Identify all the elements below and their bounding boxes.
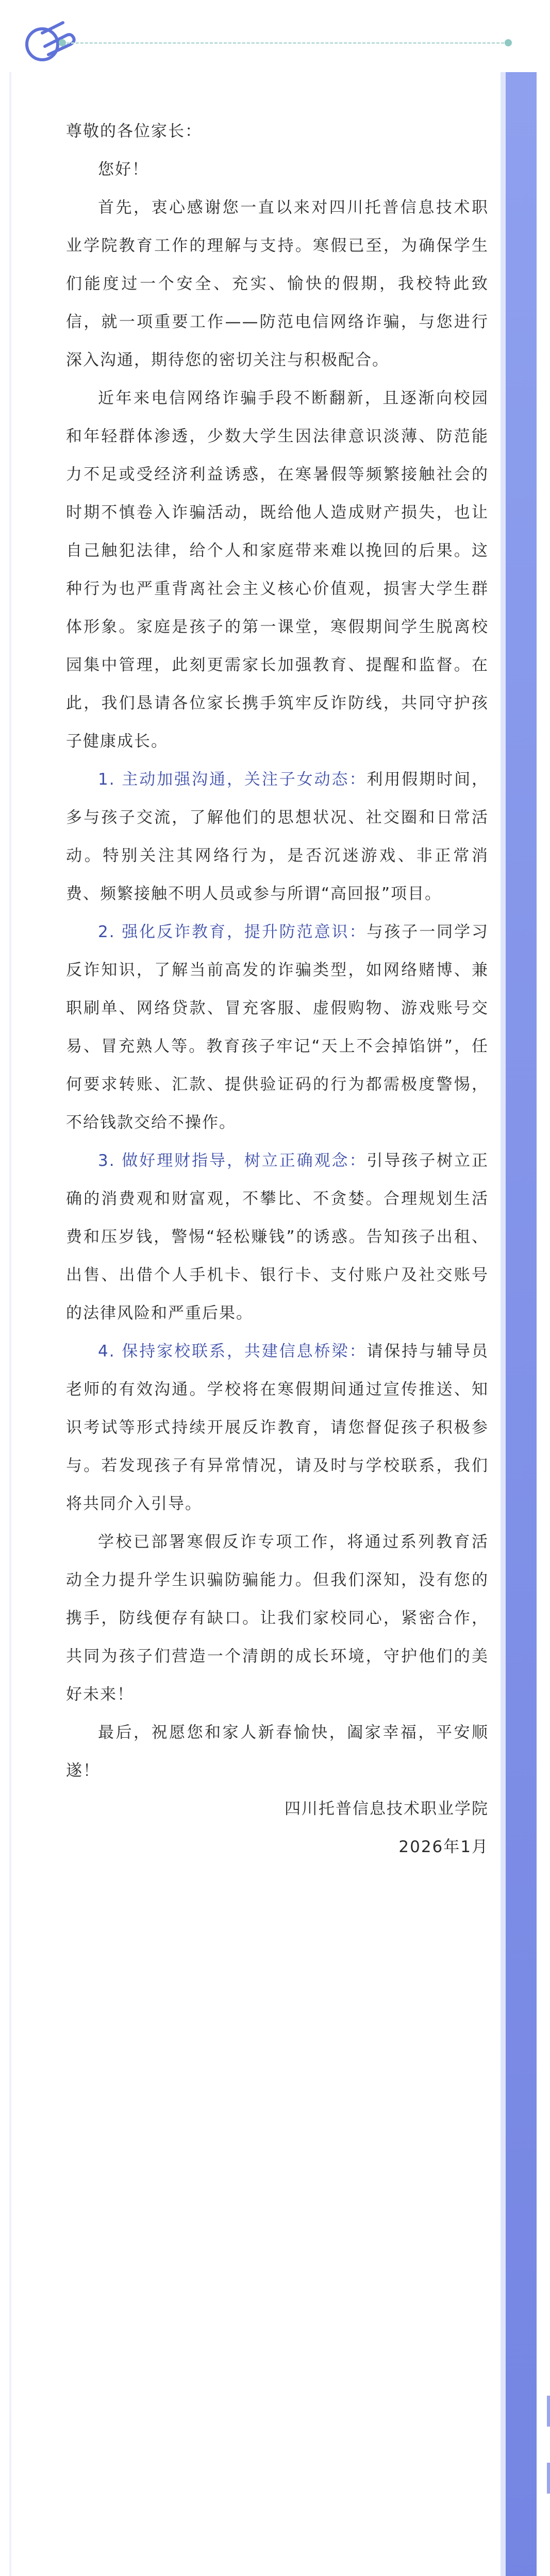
letter-body [66, 112, 489, 1866]
date: 2026年1月 [398, 1838, 489, 1856]
list-item [66, 760, 489, 913]
left-border [9, 72, 11, 2576]
side-mark [547, 2396, 550, 2427]
greeting: 尊敬的各位家长： [66, 122, 202, 141]
wishes: 最后，祝愿您和家人新春愉快，阖家幸福，平安顺遂！ [66, 1723, 489, 1780]
item-heading: 4. 保持家校联系，共建信息桥梁： [98, 1342, 367, 1361]
signature: 四川托普信息技术职业学院 [285, 1800, 489, 1818]
item-body: 引导孩子树立正确的消费观和财富观，不攀比、不贪婪。合理规划生活费和压岁钱，警惕“轻松赚钱”的诱惑。告知孩子出租、出售、出借个人手机卡、银行卡、支付账户及社交账号的法律风险和严重后果。 [66, 1151, 489, 1323]
list-item [66, 1332, 489, 1523]
item-body: 利用假期时间，多与孩子交流，了解他们的思想状况、社交圈和日常活动。特别关注其网络行为，是否沉迷游戏、非正常消费、频繁接触不明人员或参与所谓“高回报”项目。 [66, 770, 489, 903]
top-dashed-line [62, 42, 509, 44]
right-border [506, 72, 537, 2576]
list-item [66, 913, 489, 1142]
paperclip-icon [22, 18, 78, 74]
paragraph: 近年来电信网络诈骗手段不断翻新，且逐渐向校园和年轻群体渗透，少数大学生因法律意识淡薄、防范能力不足或受经济利益诱惑，在寒暑假等频繁接触社会的时期不慎卷入诈骗活动，既给他人造成财产损失，也让自己触犯法律，给个人和家庭带来难以挽回的后果。这种行为也严重背离社会主义核心价值观，损害大学生群体形象。家庭是孩子的第一课堂，寒假期间学生脱离校园集中管理，此刻更需家长加强教育、提醒和监督。在此，我们恳请各位家长携手筑牢反诈防线，共同守护孩子健康成长。 [66, 389, 489, 751]
top-dot-right [505, 39, 512, 46]
list-item [66, 1142, 489, 1332]
side-mark [547, 2463, 550, 2494]
top-dot-left [59, 39, 66, 46]
paragraph: 首先，衷心感谢您一直以来对四川托普信息技术职业学院教育工作的理解与支持。寒假已至，为确保学生们能度过一个安全、充实、愉快的假期，我校特此致信，就一项重要工作——防范电信网络诈骗，与您进行深入沟通，期待您的密切关注与积极配合。 [66, 198, 489, 369]
right-border-shadow [501, 72, 506, 2576]
item-heading: 1. 主动加强沟通，关注子女动态： [98, 770, 367, 789]
item-body: 请保持与辅导员老师的有效沟通。学校将在寒假期间通过宣传推送、知识考试等形式持续开展反诈教育，请您督促孩子积极参与。若发现孩子有异常情况，请及时与学校联系，我们将共同介入引导。 [66, 1342, 489, 1513]
item-heading: 3. 做好理财指导，树立正确观念： [98, 1151, 367, 1170]
closing-paragraph: 学校已部署寒假反诈专项工作，将通过系列教育活动全力提升学生识骗防骗能力。但我们深知，没有您的携手，防线便存有缺口。让我们家校同心，紧密合作，共同为孩子们营造一个清朗的成长环境，守护他们的美好未来！ [66, 1533, 489, 1704]
item-body: 与孩子一同学习反诈知识，了解当前高发的诈骗类型，如网络赌博、兼职刷单、网络贷款、冒充客服、虚假购物、游戏账号交易、冒充熟人等。教育孩子牢记“天上不会掉馅饼”，任何要求转账、汇款、提供验证码的行为都需极度警惕，不给钱款交给不操作。 [66, 923, 489, 1132]
item-heading: 2. 强化反诈教育，提升防范意识： [98, 923, 367, 941]
hello: 您好！ [98, 160, 149, 179]
